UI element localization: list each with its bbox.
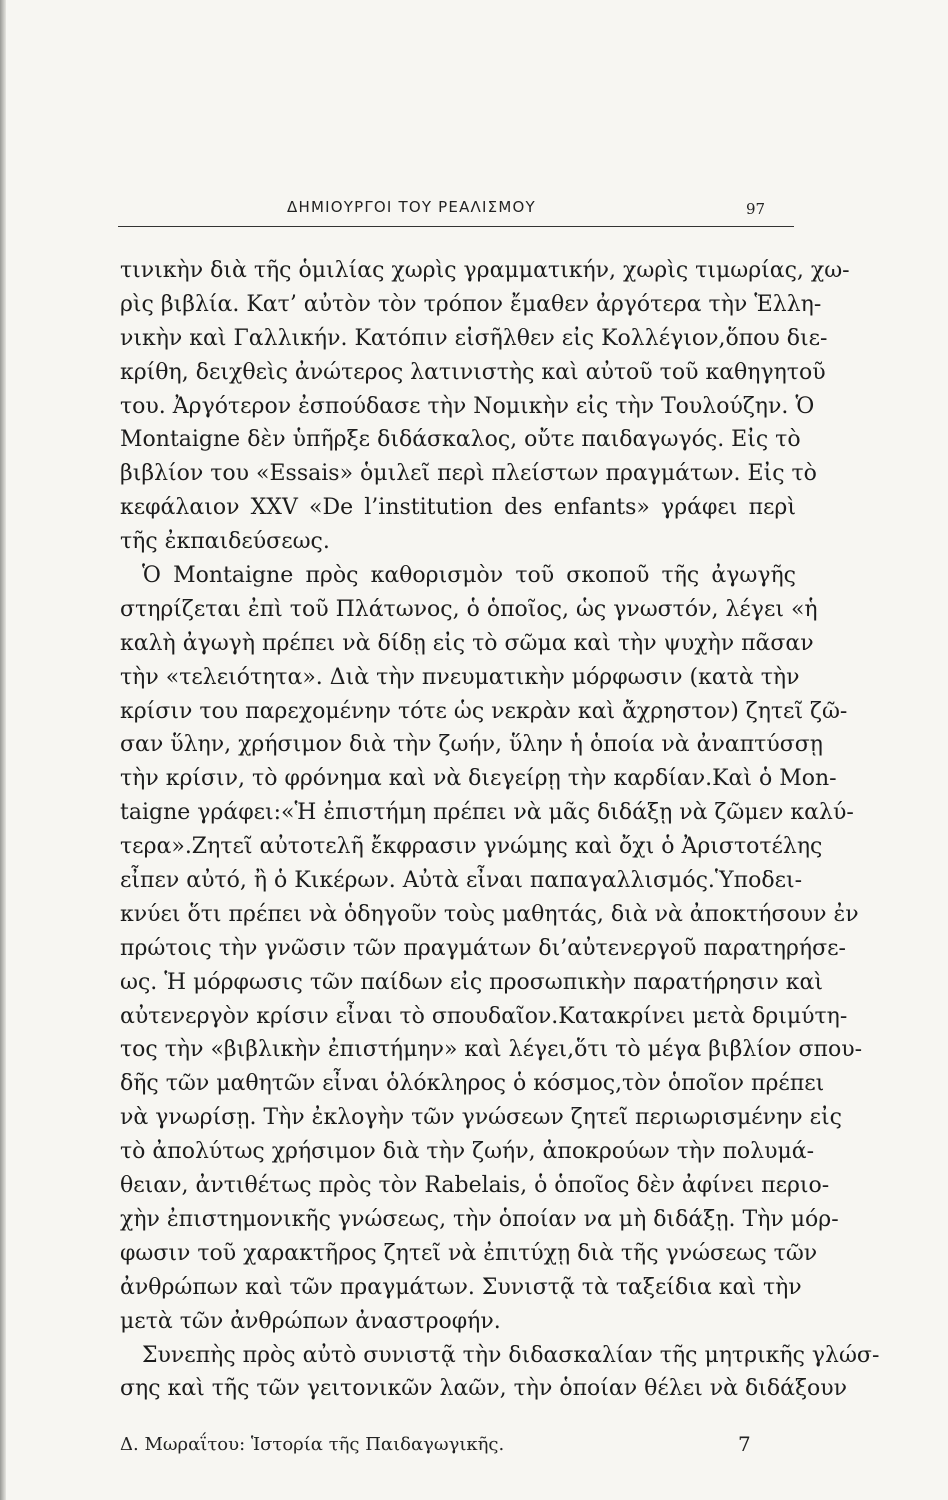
text-line: εἶπεν αὐτό, ἢ ὁ Κικέρων. Αὐτὰ εἶναι παπαγαλλισμός.Ὑποδει- (120, 868, 803, 894)
text-line: τῆς ἐκπαιδεύσεως. (120, 529, 330, 555)
text-line: στηρίζεται ἐπὶ τοῦ Πλάτωνος, ὁ ὁποῖος, ὡς γνωστόν, λέγει «ἡ (120, 596, 818, 622)
text-line: βιβλίον του «Essais» ὁμιλεῖ περὶ πλείστων πραγμάτων. Εἰς τὸ (120, 461, 817, 487)
text-line: φωσιν τοῦ χαρακτῆρος ζητεῖ νὰ ἐπιτύχῃ διὰ τῆς γνώσεως τῶν (120, 1240, 818, 1266)
header-rule (118, 226, 794, 227)
text-line: σης καὶ τῆς τῶν γειτονικῶν λαῶν, τὴν ὁποίαν θέλει νὰ διδάξουν (120, 1376, 848, 1402)
text-line: τινικὴν διὰ τῆς ὁμιλίας χωρὶς γραμματικήν, χωρὶς τιμωρίας, χω- (120, 258, 850, 283)
text-line: κνύει ὅτι πρέπει νὰ ὁδηγοῦν τοὺς μαθητάς, διὰ νὰ ἀποκτήσουν ἐν (120, 901, 859, 927)
text-line: καλὴ ἀγωγὴ πρέπει νὰ δίδῃ εἰς τὸ σῶμα καὶ τὴν ψυχὴν πᾶσαν (120, 630, 814, 656)
paragraph-start-line: Συνεπὴς πρὸς αὐτὸ συνιστᾷ τὴν διδασκαλίαν τῆς μητρικῆς γλώσ- (142, 1342, 880, 1368)
text-line: θειαν, ἀντιθέτως πρὸς τὸν Rabelais, ὁ ὁποῖος δὲν ἀφίνει περιο- (120, 1173, 830, 1199)
text-line: χὴν ἐπιστημονικῆς γνώσεως, τὴν ὁποίαν να μὴ διδάξῃ. Τὴν μόρ- (120, 1206, 839, 1232)
text-line: πρώτοις τὴν γνῶσιν τῶν πραγμάτων δι’αὐτενεργοῦ παρατηρήσε- (120, 935, 846, 961)
text-line: κρίθη, δειχθεὶς ἀνώτερος λατινιστὴς καὶ αὐτοῦ τοῦ καθηγητοῦ (120, 359, 826, 385)
text-line: κρίσιν του παρεχομένην τότε ὡς νεκρὰν καὶ ἄχρηστον) ζητεῖ ζῶ- (120, 698, 848, 724)
text-line: ως. Ἡ μόρφωσις τῶν παίδων εἰς προσωπικὴν παρατήρησιν καὶ (120, 969, 823, 995)
text-line: μετὰ τῶν ἀνθρώπων ἀναστροφήν. (120, 1308, 501, 1334)
footer-note: Δ. Μωραΐτου: Ἱστορία τῆς Παιδαγωγικῆς. (120, 1434, 505, 1455)
body-text (120, 254, 880, 1406)
text-line: taigne γράφει:«Ἡ ἐπιστήμη πρέπει νὰ μᾶς διδάξῃ νὰ ζῶμεν καλύ- (120, 800, 854, 826)
signature-mark: 7 (738, 1432, 751, 1456)
text-line: κεφάλαιον XXV «De l’institution des enfants» γράφει περὶ (120, 495, 796, 521)
book-spine-shadow (0, 0, 6, 1500)
text-line: νὰ γνωρίσῃ. Τὴν ἐκλογὴν τῶν γνώσεων ζητεῖ περιωρισμένην εἰς (120, 1105, 842, 1131)
text-line: τερα».Ζητεῖ αὐτοτελῆ ἔκφρασιν γνώμης καὶ ὄχι ὁ Ἀριστοτέλης (120, 834, 823, 860)
text-line: δῆς τῶν μαθητῶν εἶναι ὁλόκληρος ὁ κόσμος,τὸν ὁποῖον πρέπει (120, 1071, 825, 1097)
text-line: αὐτενεργὸν κρίσιν εἶναι τὸ σπουδαῖον.Κατακρίνει μετὰ δριμύτη- (120, 1003, 848, 1029)
text-line: Montaigne δὲν ὑπῆρξε διδάσκαλος, οὔτε παιδαγωγός. Εἰς τὸ (120, 427, 801, 453)
text-line: ἀνθρώπων καὶ τῶν πραγμάτων. Συνιστᾷ τὰ ταξείδια καὶ τὴν (120, 1274, 802, 1300)
paragraph-start-line: Ὁ Montaigne πρὸς καθορισμὸν τοῦ σκοποῦ τῆς ἀγωγῆς (142, 563, 796, 589)
text-line: τὴν «τελειότητα». Διὰ τὴν πνευματικὴν μόρφωσιν (κατὰ τὴν (120, 664, 800, 690)
text-line: σαν ὕλην, χρήσιμον διὰ τὴν ζωήν, ὕλην ἡ ὁποία νὰ ἀναπτύσσῃ (120, 732, 823, 758)
text-line: νικὴν καὶ Γαλλικήν. Κατόπιν εἰσῆλθεν εἰς Κολλέγιον,ὅπου διε- (120, 325, 828, 351)
text-line: ρὶς βιβλία. Κατ’ αὐτὸν τὸν τρόπον ἔμαθεν ἀργότερα τὴν Ἑλλη- (120, 291, 822, 317)
running-title: ΔΗΜΙΟΥΡΓΟΙ ΤΟΥ ΡΕΑΛΙΣΜΟΥ (287, 198, 536, 216)
text-line: τὴν κρίσιν, τὸ φρόνημα καὶ νὰ διεγείρῃ τὴν καρδίαν.Καὶ ὁ Mon- (120, 766, 837, 792)
text-line: τὸ ἀπολύτως χρήσιμον διὰ τὴν ζωήν, ἀποκρούων τὴν πολυμά- (120, 1139, 815, 1165)
page-number: 97 (746, 200, 766, 218)
text-line: του. Ἀργότερον ἐσπούδασε τὴν Νομικὴν εἰς τὴν Τουλούζην. Ὁ (120, 393, 815, 419)
text-line: τος τὴν «βιβλικὴν ἐπιστήμην» καὶ λέγει,ὅτι τὸ μέγα βιβλίον σπου- (120, 1037, 863, 1063)
